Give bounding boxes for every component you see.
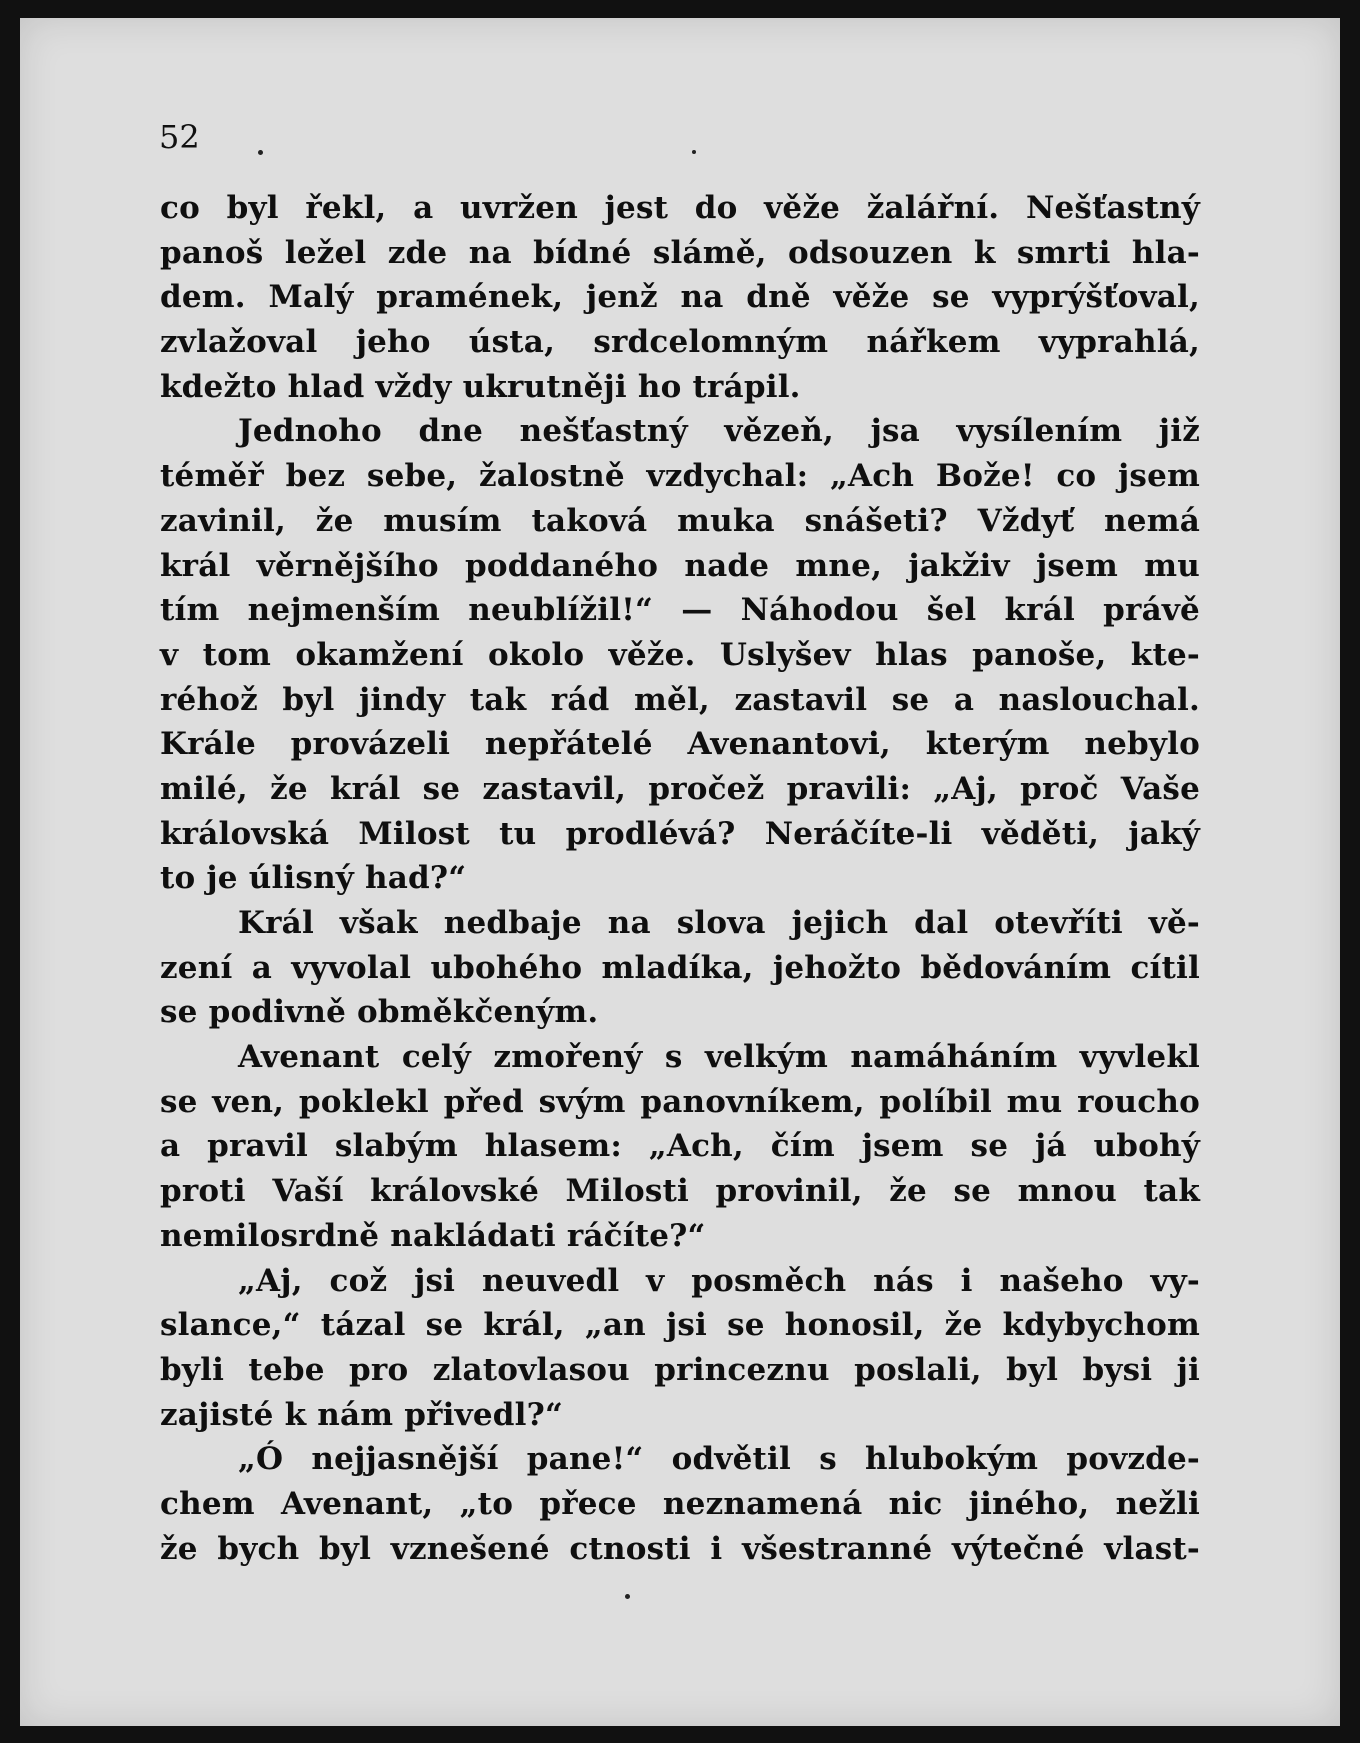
print-speck <box>692 150 696 154</box>
book-page <box>20 18 1340 1726</box>
print-speck <box>625 1594 630 1599</box>
text-line: proti Vaší královské Milosti provinil, že se mnou tak <box>160 1173 1200 1210</box>
text-line: Jednoho dne nešťastný vězeň, jsa vysílením již <box>238 413 1200 450</box>
text-line: v tom okamžení okolo věže. Uslyšev hlas panoše, kte- <box>160 636 1200 673</box>
text-line: a pravil slabým hlasem: „Ach, čím jsem se já ubohý <box>160 1128 1200 1165</box>
text-line: král věrnějšího poddaného nade mne, jakživ jsem mu <box>160 547 1200 584</box>
text-line: to je úlisný had?“ <box>160 860 467 897</box>
text-line: „Ó nejjasnější pane!“ odvětil s hlubokým povzde- <box>238 1441 1200 1478</box>
text-line: zajisté k nám přivedl?“ <box>160 1396 564 1433</box>
text-line: co byl řekl, a uvržen jest do věže žalářní. Nešťastný <box>160 190 1200 226</box>
text-line: slance,“ tázal se král, „an jsi se honosil, že kdybychom <box>160 1307 1200 1344</box>
text-line: réhož byl jindy tak rád měl, zastavil se a naslouchal. <box>160 681 1200 718</box>
text-line: se ven, poklekl před svým panovníkem, políbil mu roucho <box>160 1083 1200 1120</box>
page-number: 52 <box>159 118 200 156</box>
body-text <box>160 186 1200 1571</box>
text-line: „Aj, což jsi neuvedl v posměch nás i našeho vy- <box>238 1262 1200 1299</box>
text-line: téměř bez sebe, žalostně vzdychal: „Ach Bože! co jsem <box>160 458 1200 495</box>
text-line: milé, že král se zastavil, pročež pravili: „Aj, proč Vaše <box>160 770 1200 807</box>
text-line: Krále provázeli nepřátelé Avenantovi, kterým nebylo <box>160 726 1200 763</box>
text-line: Avenant celý zmořený s velkým namáháním vyvlekl <box>238 1039 1200 1076</box>
text-line: chem Avenant, „to přece neznamená nic jiného, nežli <box>160 1485 1200 1522</box>
text-line: kdežto hlad vždy ukrutněji ho trápil. <box>160 368 801 405</box>
text-line: Král však nedbaje na slova jejich dal otevříti vě- <box>238 905 1200 941</box>
text-line: že bych byl vznešené ctnosti i všestranné výtečné vlast- <box>160 1530 1200 1567</box>
text-line: královská Milost tu prodlévá? Neráčíte-li věděti, jaký <box>160 815 1200 852</box>
text-line: dem. Malý pramének, jenž na dně věže se vyprýšťoval, <box>160 279 1200 316</box>
print-speck <box>258 150 263 155</box>
text-line: tím nejmenším neublížil!“ — Náhodou šel král právě <box>160 592 1200 629</box>
text-line: zavinil, že musím taková muka snášeti? Vždyť nemá <box>160 502 1200 539</box>
text-line: se podivně obměkčeným. <box>160 994 599 1031</box>
text-line: panoš ležel zde na bídné slámě, odsouzen k smrti hla- <box>160 234 1200 271</box>
text-line: nemilosrdně nakládati ráčíte?“ <box>160 1217 706 1254</box>
text-line: zvlažoval jeho ústa, srdcelomným nářkem vyprahlá, <box>160 324 1200 361</box>
text-line: zení a vyvolal ubohého mladíka, jehožto bědováním cítil <box>160 949 1200 986</box>
text-line: byli tebe pro zlatovlasou princeznu poslali, byl bysi ji <box>160 1351 1200 1388</box>
